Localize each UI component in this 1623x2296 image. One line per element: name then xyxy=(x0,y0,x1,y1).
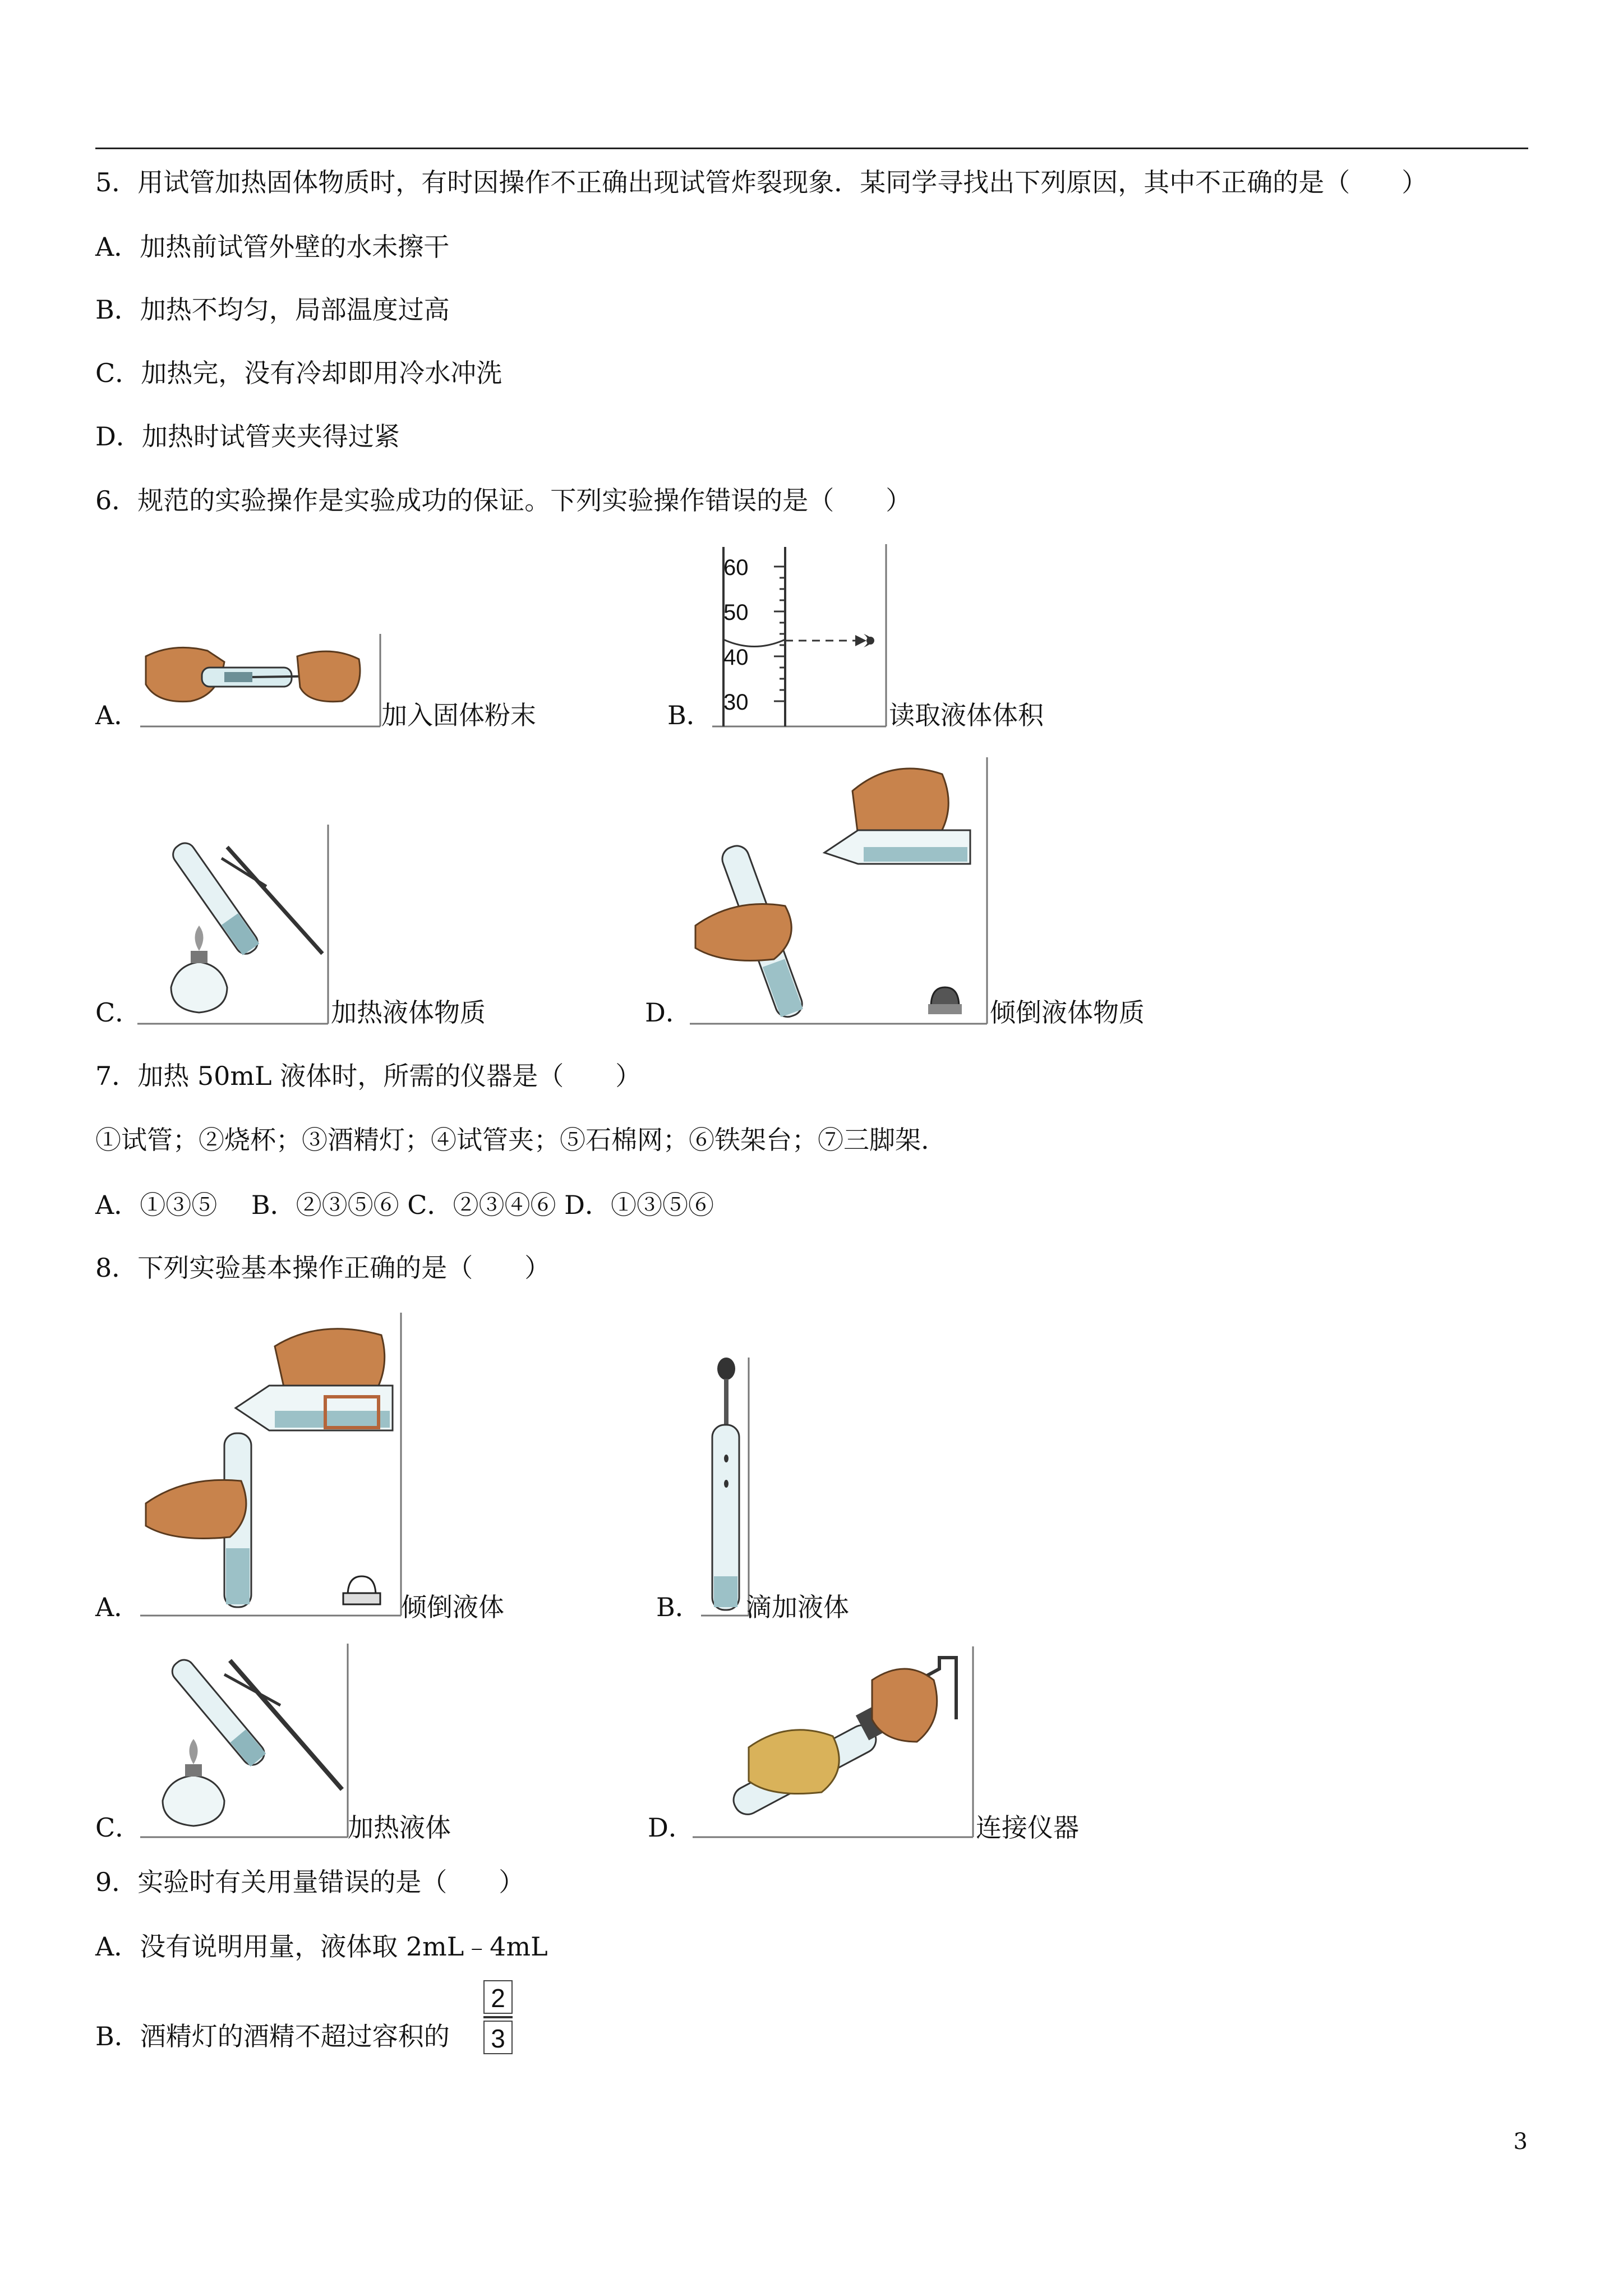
q8-d-label: 连接仪器 xyxy=(976,1812,1079,1843)
q9-option-a: A．没有说明用量，液体取 2mL﹣4mL xyxy=(95,1931,548,1962)
q5-option-c: C．加热完，没有冷却即用冷水冲洗 xyxy=(95,358,502,388)
q6-b-label: 读取液体体积 xyxy=(889,700,1044,730)
q5-stem: 5．用试管加热固体物质时，有时因操作不正确出现试管炸裂现象．某同学寻找出下列原因，其中不正确的是（ ） xyxy=(95,167,1428,197)
q8-b-figure xyxy=(701,1358,751,1618)
q6-a-letter: A． xyxy=(95,700,140,730)
fraction-bar xyxy=(483,2016,513,2018)
q8-c-figure xyxy=(140,1644,351,1840)
q5-option-d: D．加热时试管夹夹得过紧 xyxy=(95,421,400,452)
q6-a-label: 加入固体粉末 xyxy=(381,700,536,730)
page-number: 3 xyxy=(1513,2129,1528,2155)
q8-a-figure xyxy=(140,1313,404,1618)
q8-b-letter: B． xyxy=(656,1592,701,1622)
tick-40: 40 xyxy=(723,645,749,670)
header-rule xyxy=(95,148,1528,149)
q9-fraction xyxy=(483,1980,513,2054)
fraction-numerator: 2 xyxy=(483,1980,513,2014)
q9-option-b: B．酒精灯的酒精不超过容积的 xyxy=(95,2021,450,2051)
q6-d-letter: D． xyxy=(645,997,691,1028)
q8-d-letter: D． xyxy=(648,1812,694,1843)
q8-a-label: 倾倒液体 xyxy=(401,1592,504,1622)
q6-c-figure xyxy=(137,825,331,1027)
q8-stem: 8．下列实验基本操作正确的是（ ） xyxy=(95,1253,551,1283)
q7-stem: 7．加热 50mL 液体时，所需的仪器是（ ） xyxy=(95,1061,642,1091)
q5-option-b: B．加热不均匀，局部温度过高 xyxy=(95,295,450,325)
tick-50: 50 xyxy=(723,600,749,625)
q8-b-label: 滴加液体 xyxy=(746,1592,849,1622)
tick-30: 30 xyxy=(723,690,749,715)
q6-stem: 6．规范的实验操作是实验成功的保证。下列实验操作错误的是（ ） xyxy=(95,485,912,516)
q6-b-letter: B． xyxy=(667,700,712,730)
q9-stem: 9．实验时有关用量错误的是（ ） xyxy=(95,1867,525,1897)
q8-c-letter: C． xyxy=(95,1812,141,1843)
q8-d-figure xyxy=(693,1646,976,1840)
q8-c-label: 加热液体 xyxy=(348,1812,451,1843)
q6-c-label: 加热液体物质 xyxy=(331,997,486,1028)
q6-d-label: 倾倒液体物质 xyxy=(990,997,1145,1028)
q8-a-letter: A． xyxy=(95,1592,140,1622)
q7-items: ①试管；②烧杯；③酒精灯；④试管夹；⑤石棉网；⑥铁架台；⑦三脚架. xyxy=(95,1125,929,1155)
q6-c-letter: C． xyxy=(95,997,141,1028)
q6-a-figure xyxy=(140,634,381,729)
q5-option-a: A．加热前试管外壁的水未擦干 xyxy=(95,232,450,262)
q6-d-figure xyxy=(690,757,990,1027)
tick-60: 60 xyxy=(723,555,749,580)
q7-options: A．①③⑤ B．②③⑤⑥ C．②③④⑥ D．①③⑤⑥ xyxy=(95,1190,714,1220)
fraction-denominator: 3 xyxy=(483,2021,513,2054)
